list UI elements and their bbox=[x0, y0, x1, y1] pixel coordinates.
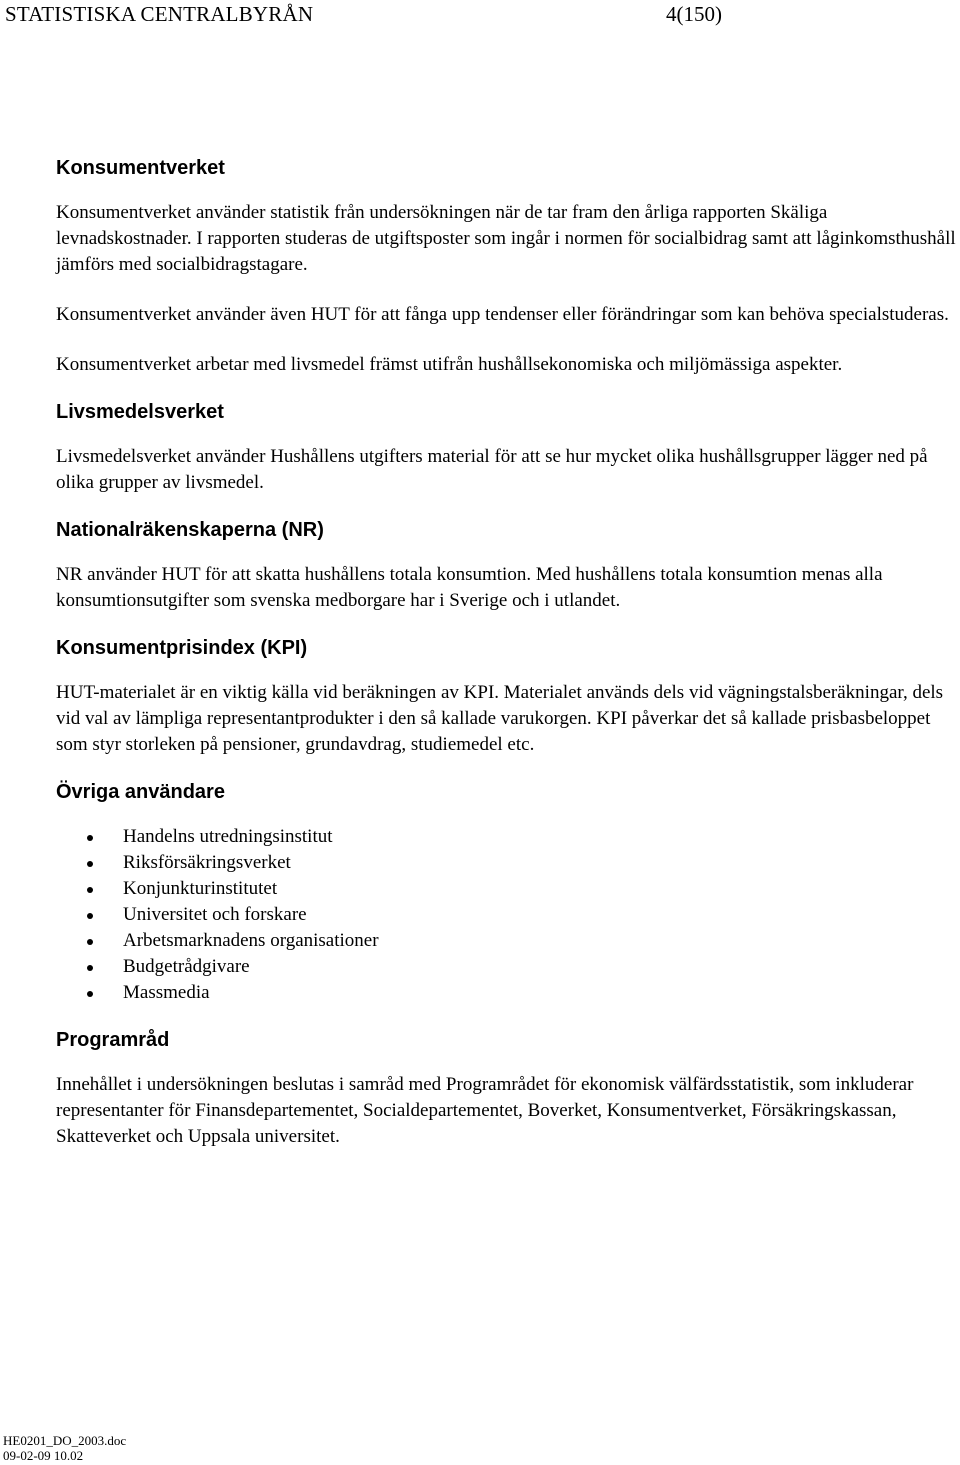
paragraph: HUT-materialet är en viktig källa vid beräkningen av KPI. Materialet används dels vid vägningstalsberäkningar, dels vid val av lämpliga representantprodukter i den så kallade varukorgen. KPI påverkar det så kallade prisbasbeloppet som styr storleken på pensioner, grundavdrag, studiemedel etc. bbox=[56, 682, 944, 755]
paragraph: Konsumentverket använder statistik från undersökningen när de tar fram den årliga rapporten Skäliga levnadskostnader. I rapporten studeras de utgiftsposter som ingår i normen för socialbidrag samt att låginkomsthushåll jämförs med socialbidragstagare. bbox=[56, 202, 956, 275]
list-item-text: Handelns utredningsinstitut bbox=[123, 826, 333, 847]
heading-ovriga-anvandare: Övriga användare bbox=[56, 781, 225, 803]
bullet-list bbox=[56, 824, 960, 1006]
bullet-icon bbox=[87, 991, 93, 997]
heading-konsumentverket: Konsumentverket bbox=[56, 157, 225, 179]
list-item bbox=[56, 876, 960, 902]
list-item bbox=[56, 954, 960, 980]
list-item bbox=[56, 824, 960, 850]
page-number: 4(150) bbox=[666, 2, 722, 26]
bullet-icon bbox=[87, 887, 93, 893]
list-item-text: Massmedia bbox=[123, 982, 210, 1003]
list-item bbox=[56, 980, 960, 1006]
paragraph: Innehållet i undersökningen beslutas i samråd med Programrådet för ekonomisk välfärdsstatistik, som inkluderar representanter för Finansdepartementet, Socialdepartementet, Boverket, Konsumentverket, Försäkringskassan, Skatteverket och Uppsala universitet. bbox=[56, 1074, 914, 1147]
paragraph: NR använder HUT för att skatta hushållens totala konsumtion. Med hushållens totala konsumtion menas alla konsumtionsutgifter som svenska medborgare har i Sverige och i utlandet. bbox=[56, 564, 883, 611]
bullet-icon bbox=[87, 939, 93, 945]
paragraph: Livsmedelsverket använder Hushållens utgifters material för att se hur mycket olika hushållsgrupper lägger ned på olika grupper av livsmedel. bbox=[56, 446, 928, 493]
heading-nationalrakenskaperna: Nationalräkenskaperna (NR) bbox=[56, 519, 324, 541]
list-item-text: Konjunkturinstitutet bbox=[123, 878, 278, 899]
page-footer bbox=[3, 1433, 126, 1463]
paragraph: Konsumentverket arbetar med livsmedel främst utifrån hushållsekonomiska och miljömässiga aspekter. bbox=[56, 354, 843, 375]
list-item-text: Budgetrådgivare bbox=[123, 956, 250, 977]
footer-filename: HE0201_DO_2003.doc bbox=[3, 1433, 127, 1448]
list-item bbox=[56, 850, 960, 876]
list-item bbox=[56, 902, 960, 928]
footer-date: 09-02-09 10.02 bbox=[3, 1448, 84, 1463]
paragraph: Konsumentverket använder även HUT för att fånga upp tendenser eller förändringar som kan behöva specialstuderas. bbox=[56, 304, 949, 325]
list-item-text: Arbetsmarknadens organisationer bbox=[123, 930, 379, 951]
heading-konsumentprisindex: Konsumentprisindex (KPI) bbox=[56, 637, 308, 659]
bullet-icon bbox=[87, 861, 93, 867]
page-header bbox=[5, 0, 960, 32]
list-item-text: Riksförsäkringsverket bbox=[123, 852, 291, 873]
heading-livsmedelsverket: Livsmedelsverket bbox=[56, 401, 224, 423]
bullet-icon bbox=[87, 913, 93, 919]
list-item bbox=[56, 928, 960, 954]
document-body bbox=[56, 154, 960, 1150]
bullet-icon bbox=[87, 835, 93, 841]
organization-name: STATISTISKA CENTRALBYRÅN bbox=[5, 2, 314, 26]
heading-programrad: Programråd bbox=[56, 1029, 170, 1051]
bullet-icon bbox=[87, 965, 93, 971]
list-item-text: Universitet och forskare bbox=[123, 904, 307, 925]
